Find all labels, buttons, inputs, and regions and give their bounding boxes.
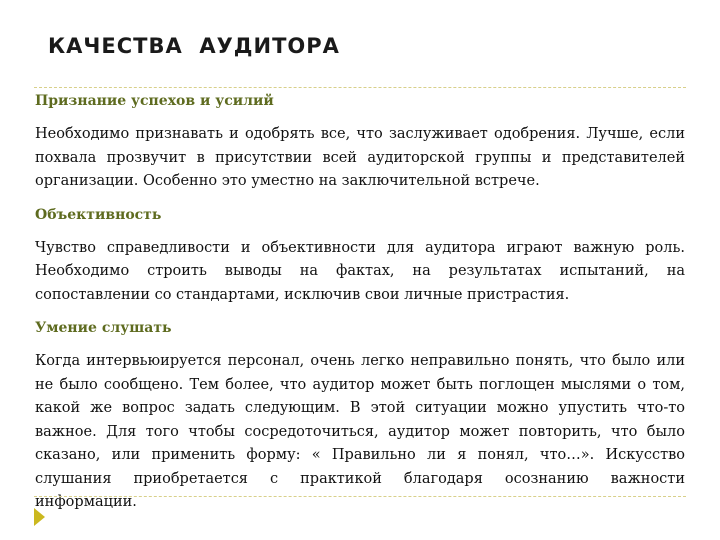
bottom-divider — [34, 496, 686, 497]
triangle-right-icon — [34, 508, 45, 526]
section-heading-objectivity: Объективность — [35, 206, 162, 223]
slide-content — [35, 92, 685, 527]
section-heading-listening: Умение слушать — [35, 320, 172, 336]
section-heading-recognition: Признание успехов и усилий — [35, 93, 274, 109]
top-divider — [34, 87, 686, 88]
section-text-objectivity: Чувство справедливости и объективности для аудитора играют важную роль. Необходимо строить выводы на фактах, на результатах испытаний, на сопоставлении со стандартами, исключив свои личные пристрастия. — [35, 239, 685, 303]
section-text-listening: Когда интервьюируется персонал, очень легко неправильно понять, что было или не было сообщено. Тем более, что аудитор может быть поглощен мыслями о том, какой же вопрос задать следующим. В этой ситуации можно упустить что-то важное. Для того чтобы сосредоточиться, аудитор может повторить, что было сказано, или применить форму: « Правильно ли я понял, что…». Искусство слушания приобретается с практикой благодаря осознанию важности информации. — [35, 353, 685, 510]
slide-title: КАЧЕСТВА АУДИТОРА — [48, 34, 340, 58]
section-text-recognition: Необходимо признавать и одобрять все, что заслуживает одобрения. Лучше, если похвала прозвучит в присутствии всей аудиторской группы и представителей организации. Особенно это уместно на заключительной встрече. — [35, 126, 685, 189]
